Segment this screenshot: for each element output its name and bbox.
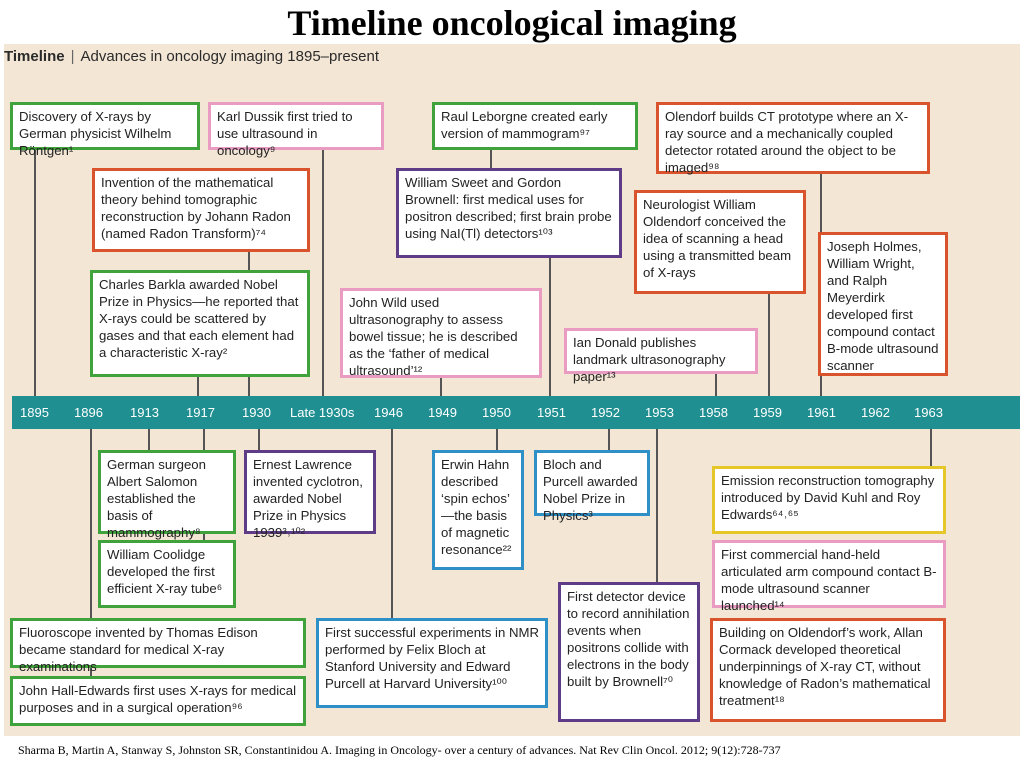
event-box-barkla: Charles Barkla awarded Nobel Prize in Physics—he reported that X-rays could be scattered by gases and that each element had a characteristic X-ray² xyxy=(90,270,310,377)
connector-line xyxy=(197,374,199,398)
event-box-nmr: First successful experiments in NMR performed by Felix Bloch at Stanford University and Edward Purcell at Harvard University¹⁰⁰ xyxy=(316,618,548,708)
event-box-olendorf-ct: Olendorf builds CT prototype where an X-ray source and a mechanically coupled detector rotated around the object to be imaged⁹⁸ xyxy=(656,102,930,174)
event-box-hall-edwards: John Hall-Edwards first uses X-rays for medical purposes and in a surgical operation⁹⁶ xyxy=(10,676,306,726)
year-label: 1946 xyxy=(374,405,403,420)
event-box-kuhl: Emission reconstruction tomography introduced by David Kuhl and Roy Edwards⁶⁴˒⁶⁵ xyxy=(712,466,946,534)
event-box-holmes: Joseph Holmes, William Wright, and Ralph Meyerdirk developed first compound contact B-mode ultrasound scanner xyxy=(818,232,948,376)
event-box-hahn: Erwin Hahn described ‘spin echos’ —the basis of magnetic resonance²² xyxy=(432,450,524,570)
event-box-roentgen: Discovery of X-rays by German physicist Wilhelm Röntgen¹ xyxy=(10,102,200,150)
year-label: 1917 xyxy=(186,405,215,420)
connector-line xyxy=(440,376,442,398)
year-label: 1913 xyxy=(130,405,159,420)
event-box-coolidge: William Coolidge developed the first efficient X-ray tube⁶ xyxy=(98,540,236,608)
year-label: 1953 xyxy=(645,405,674,420)
connector-line xyxy=(549,255,551,398)
connector-line xyxy=(391,428,393,620)
event-box-sweet: William Sweet and Gordon Brownell: first medical uses for positron described; first brain probe using NaI(Tl) detectors¹⁰³ xyxy=(396,168,622,258)
year-label: 1950 xyxy=(482,405,511,420)
connector-line xyxy=(656,428,658,584)
citation: Sharma B, Martin A, Stanway S, Johnston SR, Constantinidou A. Imaging in Oncology- over a century of advances. Nat Rev Clin Oncol. 2012; 9(12):728-737 xyxy=(18,743,781,757)
year-label: 1962 xyxy=(861,405,890,420)
event-box-lawrence: Ernest Lawrence invented cyclotron, awarded Nobel Prize in Physics 1939³˒¹⁰² xyxy=(244,450,376,534)
connector-line xyxy=(148,428,150,452)
event-box-salomon: German surgeon Albert Salomon established the basis of mammography⁸ xyxy=(98,450,236,534)
connector-line xyxy=(496,428,498,450)
event-box-detector: First detector device to record annihilation events when positrons collide with electrons in the body built by Brownell⁷⁰ xyxy=(558,582,700,722)
connector-line xyxy=(715,372,717,398)
year-label: 1963 xyxy=(914,405,943,420)
year-label: 1961 xyxy=(807,405,836,420)
year-label: Late 1930s xyxy=(290,405,355,420)
header-label: Timeline xyxy=(4,48,65,65)
year-label: 1958 xyxy=(699,405,728,420)
year-label: 1930 xyxy=(242,405,271,420)
header-title: Advances in oncology imaging 1895–present xyxy=(80,48,380,65)
timeline-header: Timeline | Advances in oncology imaging 1895–present xyxy=(4,48,380,65)
year-label: 1949 xyxy=(428,405,457,420)
event-box-dussik: Karl Dussik first tried to use ultrasound in oncology⁹ xyxy=(208,102,384,150)
year-label: 1895 xyxy=(20,405,49,420)
connector-line xyxy=(820,172,822,234)
connector-line xyxy=(322,148,324,398)
connector-line xyxy=(820,374,822,398)
year-label: 1952 xyxy=(591,405,620,420)
connector-line xyxy=(258,428,260,450)
connector-line xyxy=(768,292,770,398)
event-box-donald: Ian Donald publishes landmark ultrasonography paper¹³ xyxy=(564,328,758,374)
connector-line xyxy=(930,428,932,468)
event-box-cormack: Building on Oldendorf’s work, Allan Cormack developed theoretical underpinnings of X-ray CT, without knowledge of Radon’s mathematical treatment¹⁸ xyxy=(710,618,946,722)
slide-title: Timeline oncological imaging xyxy=(287,3,737,43)
year-label: 1896 xyxy=(74,405,103,420)
event-box-bloch-purcell: Bloch and Purcell awarded Nobel Prize in Physics³ xyxy=(534,450,650,516)
connector-line xyxy=(608,428,610,450)
event-box-handheld: First commercial hand-held articulated arm compound contact B-mode ultrasound scanner launched¹⁴ xyxy=(712,540,946,608)
event-box-radon: Invention of the mathematical theory behind tomographic reconstruction by Johann Radon (named Radon Transform)⁷⁴ xyxy=(92,168,310,252)
event-box-wild: John Wild used ultrasonography to assess bowel tissue; he is described as the ‘father of medical ultrasound’¹² xyxy=(340,288,542,378)
event-box-oldendorf-neuro: Neurologist William Oldendorf conceived the idea of scanning a head using a transmitted beam of X-rays xyxy=(634,190,806,294)
connector-line xyxy=(34,146,36,398)
year-label: 1959 xyxy=(753,405,782,420)
event-box-leborgne: Raul Leborgne created early version of mammogram⁹⁷ xyxy=(432,102,638,150)
year-label: 1951 xyxy=(537,405,566,420)
event-box-edison: Fluoroscope invented by Thomas Edison became standard for medical X-ray examinations xyxy=(10,618,306,668)
